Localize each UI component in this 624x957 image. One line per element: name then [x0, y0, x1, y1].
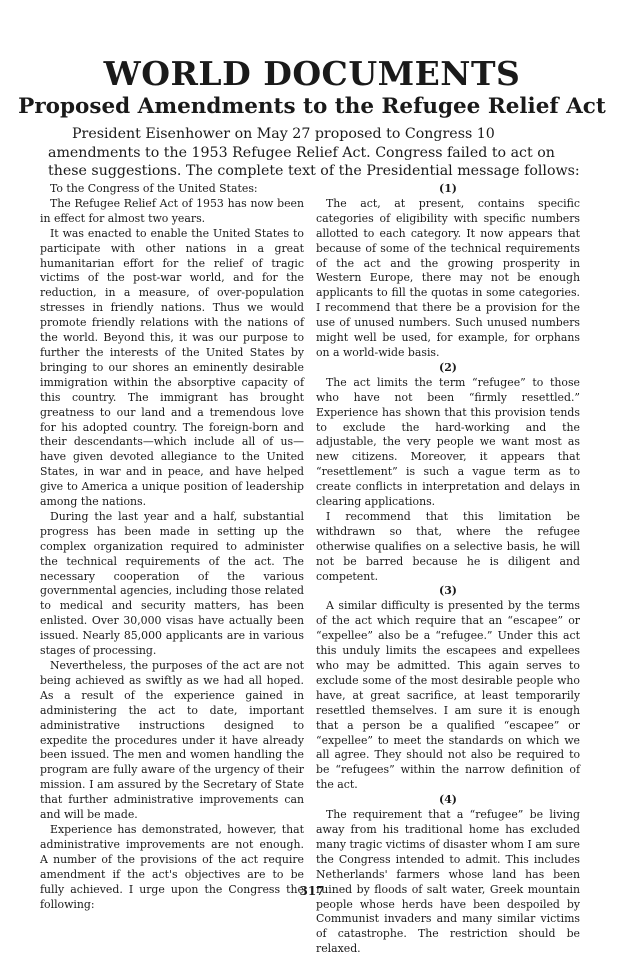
salutation: To the Congress of the United States:	[50, 182, 258, 195]
paragraph: The requirement that a “refugee” be living away from his traditional home has excluded many tragic victims of disaster whom I am sure the Congress intended to admit. This includes Netherlands' farmers whose land has been ruined by floods of salt water, Greek mountain people whose herds have been despoiled by Communist invaders and many similar victims of catastrophe. The restriction should be relaxed.	[316, 808, 580, 956]
paragraph: The act, at present, contains specific categories of eligibility with specific numbers allotted to each category. It now appears that because of some of the technical requirements of the act and the growing prosperity in Western Europe, there may not be enough applicants to fill the quotas in some categories. I recommend that there be a provision for the use of unused numbers. Such unused numbers might well be used, for example, for orphans on a world-wide basis.	[316, 196, 580, 359]
intro-paragraph: President Eisenhower on May 27 proposed to Congress 10 amendments to the 1953 Refugee Relief Act. Congress failed to act on these suggestions. The complete text of the Presidential message follows:	[48, 126, 580, 179]
paragraph: The Refugee Relief Act of 1953 has now been in effect for almost two years.	[40, 196, 304, 225]
section-number: (4)	[439, 793, 457, 807]
right-column	[316, 182, 580, 957]
paragraph: A similar difficulty is presented by the terms of the act which require that an “escapee” or “expellee” also be a “refugee.” Under this act this unduly limits the escapees and expellees who may be admitted. This again serves to exclude some of the most desirable people who have, at great sacrifice, at least temporarily resettled themselves. I am sure it is enough that a person be a qualified “escapee” or “expellee” to meet the standards on which we all agree. They should not also be required to be “refugees” within the narrow definition of the act.	[316, 599, 580, 792]
section-title: WORLD DOCUMENTS	[103, 54, 521, 93]
paragraph: Nevertheless, the purposes of the act are not being achieved as swiftly as we had all hoped. As a result of the experience gained in administering the act to date, important administrative instructions designed to expedite the procedures under it have already been issued. The men and women handling the program are fully aware of the urgency of their mission. I am assured by the Secretary of State that further administrative improvements can and will be made.	[40, 659, 304, 822]
page-number: 317	[299, 884, 325, 898]
paragraph: I recommend that this limitation be withdrawn so that, where the refugee otherwise qualifies on a selective basis, he will not be barred because he is diligent and competent.	[316, 509, 580, 583]
paragraph: Experience has demonstrated, however, that administrative improvements are not enough. A number of the provisions of the act require amendment if the act's objectives are to be fully achieved. I urge upon the Congress the following:	[40, 822, 304, 911]
left-column	[40, 182, 304, 912]
paragraph: During the last year and a half, substantial progress has been made in setting up the complex organization required to administer the technical requirements of the act. The necessary cooperation of the various governmental agencies, including those related to medical and security matters, has been enlisted. Over 30,000 visas have actually been issued. Nearly 85,000 applicants are in various stages of processing.	[40, 509, 304, 658]
paragraph: It was enacted to enable the United States to participate with other nations in a great humanitarian effort for the relief of tragic victims of the post-war world, and for the reduction, in a measure, of over-population stresses in friendly nations. Thus we would promote friendly relations with the nations of the world. Beyond this, it was our purpose to further the interests of the United States by bringing to our shores an eminently desirable immigration within the absorptive capacity of this country. The immigrant has brought greatness to our land and a tremendous love for his adopted country. The foreign-born and their descendants—which include all of us—have given devoted allegiance to the United States, in war and in peace, and have helped give to America a unique position of leadership among the nations.	[40, 226, 304, 509]
section-number: (3)	[439, 584, 457, 598]
paragraph: The act limits the term “refugee” to those who have not been “firmly resettled.” Experience has shown that this provision tends to exclude the hard-working and the adjustable, the very people we want most as new citizens. Moreover, it appears that “resettlement” is such a vague term as to create conflicts in interpretation and delays in clearing applications.	[316, 375, 580, 509]
section-number: (2)	[439, 360, 457, 374]
article-title: Proposed Amendments to the Refugee Relief Act	[18, 94, 606, 119]
section-number: (1)	[439, 182, 457, 195]
